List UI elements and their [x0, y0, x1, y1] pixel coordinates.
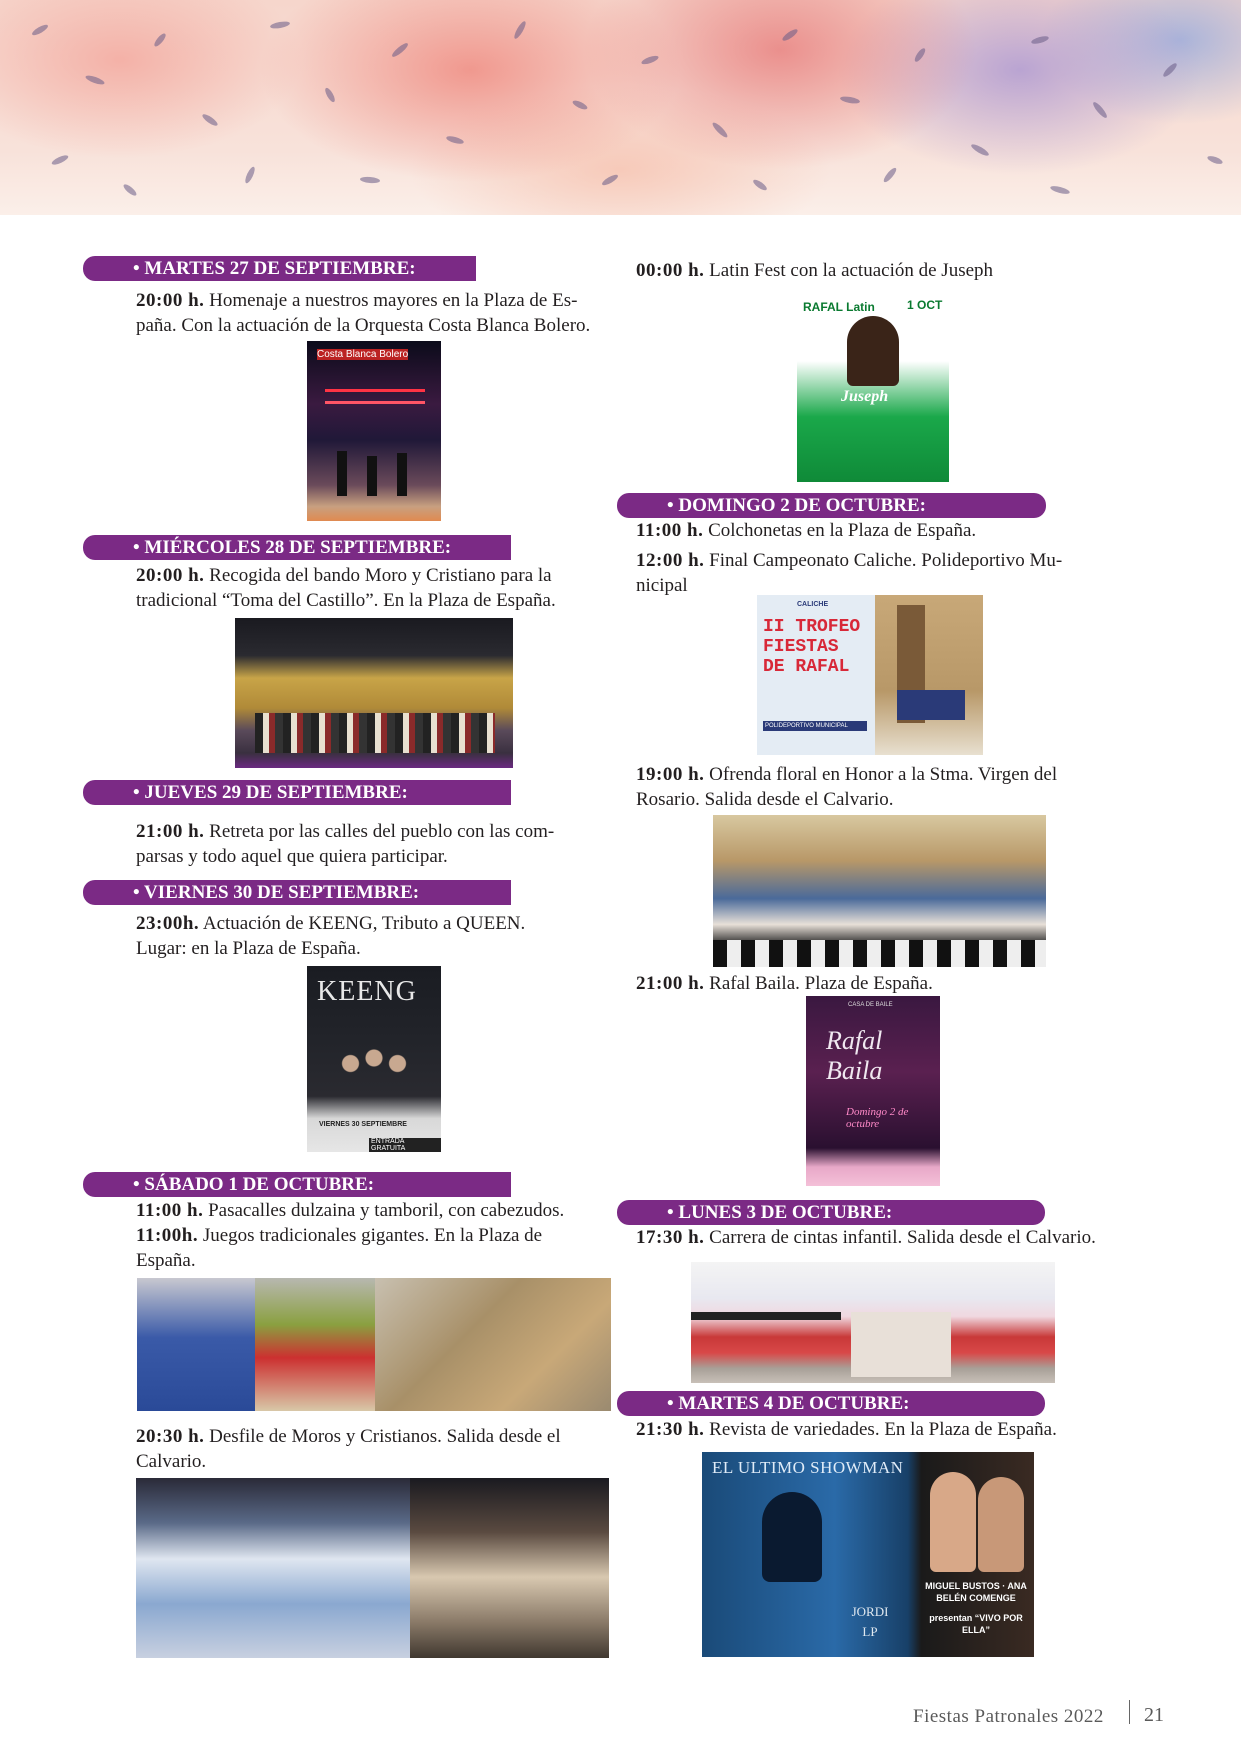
event-desc: Actuación de KEENG, Tributo a QUEEN.: [199, 913, 526, 934]
ofrenda-floral-photo: [713, 815, 1046, 967]
event-time: 17:30 h.: [636, 1227, 705, 1248]
day-header-sabado-1: • SÁBADO 1 DE OCTUBRE:: [83, 1172, 511, 1197]
event-desc: Desfile de Moros y Cristianos. Salida desde el: [204, 1426, 561, 1447]
leaf-pattern-decoration: [0, 0, 1241, 215]
event-time: 00:00 h.: [636, 260, 705, 281]
poster-title: Juseph: [841, 388, 889, 405]
poster-brand: RAFAL Latin: [803, 300, 875, 314]
event-desc: España.: [136, 1250, 196, 1271]
poster-caption: Costa Blanca Bolero: [317, 349, 409, 360]
day-header-martes-27: • MARTES 27 DE SEPTIEMBRE:: [83, 256, 476, 281]
poster-date: VIERNES 30 SEPTIEMBRE: [319, 1121, 407, 1128]
event-text: [136, 1198, 611, 1273]
costa-blanca-bolero-photo: [307, 341, 441, 521]
event-time: 11:00 h.: [636, 520, 704, 541]
rafal-baila-poster: [806, 996, 940, 1186]
moros-cristianos-stage-photo: [235, 618, 513, 768]
poster-subtitle: presentan “VIVO POR ELLA”: [929, 1613, 1023, 1635]
event-text: [136, 819, 611, 869]
poster-caption: CALICHE: [797, 601, 829, 608]
event-desc: paña. Con la actuación de la Orquesta Costa Blanca Bolero.: [136, 315, 591, 336]
event-text: [636, 518, 1116, 543]
poster-title: II TROFEO FIESTAS DE RAFAL: [763, 617, 861, 677]
poster-title: Rafal Baila: [826, 1026, 883, 1085]
event-text: [636, 548, 1116, 598]
poster-artist: JORDI LP: [851, 1604, 889, 1639]
event-desc: Rafal Baila. Plaza de España.: [704, 973, 933, 994]
poster-title: KEENG: [317, 976, 417, 1007]
event-time: 21:30 h.: [636, 1419, 705, 1440]
day-header-viernes-30: • VIERNES 30 DE SEPTIEMBRE:: [83, 880, 511, 905]
event-desc: Homenaje a nuestros mayores en la Plaza de Es-: [204, 290, 578, 311]
event-desc: tradicional “Toma del Castillo”. En la Plaza de España.: [136, 590, 556, 611]
juseph-latin-fest-poster: [797, 296, 949, 482]
poster-caption: CASA DE BAILE: [848, 1002, 893, 1008]
event-text: [136, 288, 611, 338]
poster-date: 1 OCT: [907, 298, 943, 312]
event-desc: Colchonetas en la Plaza de España.: [703, 520, 977, 541]
keeng-poster: [307, 966, 441, 1152]
day-header-martes-4: • MARTES 4 DE OCTUBRE:: [617, 1391, 1045, 1416]
trofeo-caliche-poster: [757, 595, 983, 755]
event-desc: Latin Fest con la actuación de Juseph: [704, 260, 994, 281]
event-time: 11:00h.: [136, 1225, 199, 1246]
event-time: 21:00 h.: [136, 821, 205, 842]
juegos-tradicionales-collage: [137, 1278, 611, 1411]
event-desc: Revista de variedades. En la Plaza de España.: [704, 1419, 1057, 1440]
event-desc: Final Campeonato Caliche. Polideportivo Mu-: [704, 550, 1063, 571]
event-desc: Retreta por las calles del pueblo con las com-: [204, 821, 555, 842]
poster-subtitle: POLIDEPORTIVO MUNICIPAL: [763, 721, 867, 731]
footer-publication-title: Fiestas Patronales 2022: [913, 1706, 1104, 1727]
poster-names: MIGUEL BUSTOS · ANA BELÉN COMENGE: [925, 1581, 1027, 1603]
event-time: 21:00 h.: [636, 973, 705, 994]
event-desc: nicipal: [636, 575, 688, 596]
poster-date: Domingo 2 de octubre: [846, 1106, 909, 1130]
day-header-domingo-2: • DOMINGO 2 DE OCTUBRE:: [617, 493, 1046, 518]
event-desc: Juegos tradicionales gigantes. En la Plaza de: [198, 1225, 543, 1246]
event-desc: Ofrenda floral en Honor a la Stma. Virgen del: [704, 764, 1058, 785]
event-desc: Carrera de cintas infantil. Salida desde el Calvario.: [704, 1227, 1096, 1248]
event-text: [136, 1424, 611, 1474]
event-text: [636, 1225, 1116, 1250]
event-desc: Rosario. Salida desde el Calvario.: [636, 789, 894, 810]
footer-divider: [1129, 1700, 1130, 1724]
event-text: [636, 971, 1116, 996]
el-ultimo-showman-poster: [702, 1452, 1034, 1657]
day-header-jueves-29: • JUEVES 29 DE SEPTIEMBRE:: [83, 780, 511, 805]
event-time: 11:00 h.: [136, 1200, 204, 1221]
event-text: [636, 258, 1116, 283]
poster-free-entry: ENTRADA GRATUITA: [369, 1138, 441, 1152]
event-time: 12:00 h.: [636, 550, 705, 571]
event-time: 20:00 h.: [136, 290, 205, 311]
event-desc: Calvario.: [136, 1451, 207, 1472]
carrera-cintas-photo: [691, 1262, 1055, 1383]
event-text: [136, 911, 611, 961]
event-text: [636, 1417, 1116, 1442]
event-time: 19:00 h.: [636, 764, 705, 785]
day-header-lunes-3: • LUNES 3 DE OCTUBRE:: [617, 1200, 1045, 1225]
event-desc: Pasacalles dulzaina y tamboril, con cabezudos.: [203, 1200, 565, 1221]
event-time: 20:30 h.: [136, 1426, 205, 1447]
event-time: 23:00h.: [136, 913, 200, 934]
event-desc: parsas y todo aquel que quiera participar.: [136, 846, 448, 867]
poster-title: EL ULTIMO SHOWMAN: [712, 1458, 904, 1477]
event-text: [636, 762, 1116, 812]
page-number: 21: [1144, 1704, 1164, 1726]
watercolor-banner: [0, 0, 1241, 215]
event-desc: Recogida del bando Moro y Cristiano para la: [204, 565, 552, 586]
event-time: 20:00 h.: [136, 565, 205, 586]
day-header-miercoles-28: • MIÉRCOLES 28 DE SEPTIEMBRE:: [83, 535, 511, 560]
event-text: [136, 563, 611, 613]
desfile-moros-cristianos-collage: [136, 1478, 609, 1658]
event-desc: Lugar: en la Plaza de España.: [136, 938, 361, 959]
